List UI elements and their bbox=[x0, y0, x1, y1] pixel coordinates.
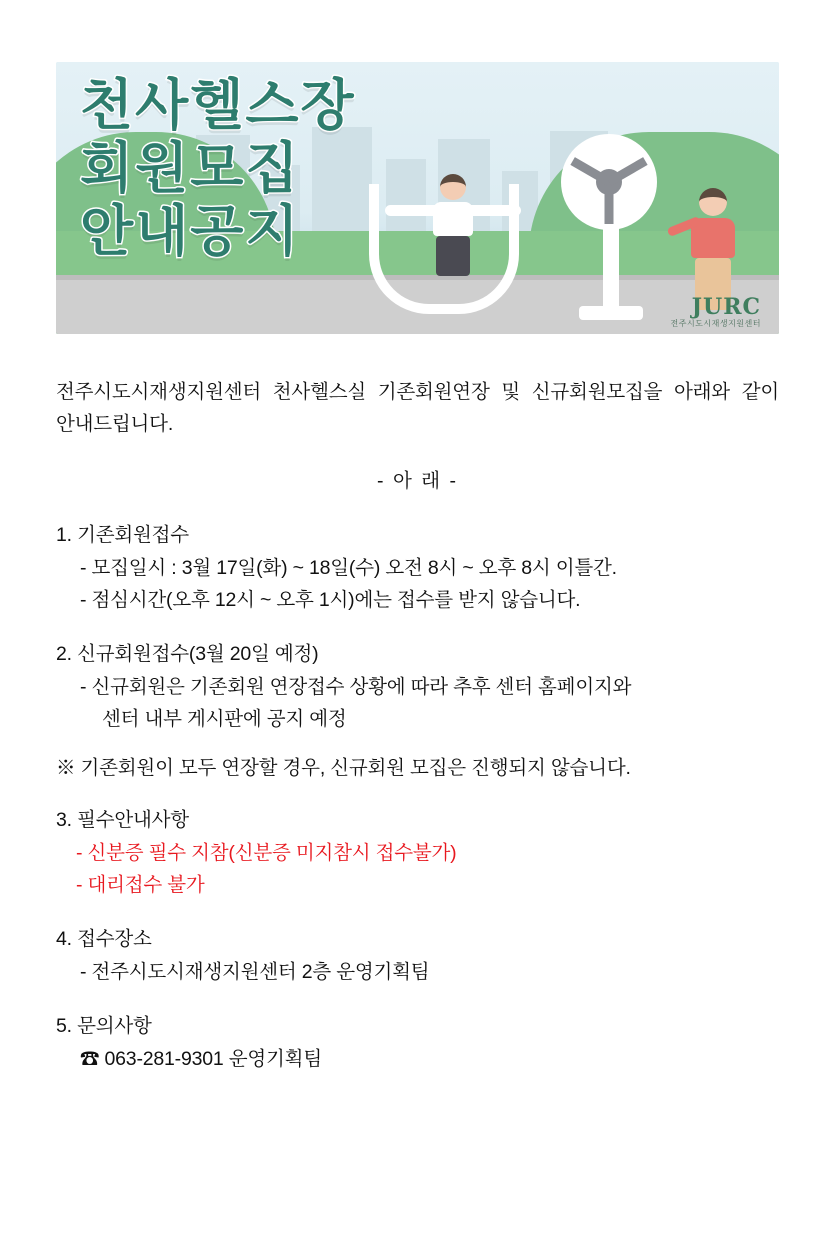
section-line: - 신규회원은 기존회원 연장접수 상황에 따라 추후 센터 홈페이지와 bbox=[80, 676, 632, 699]
intro-paragraph: 전주시도시재생지원센터 천사헬스실 기존회원연장 및 신규회원모집을 아래와 같이 안내드립니다. bbox=[56, 380, 779, 435]
section-new-members bbox=[56, 639, 779, 736]
section-line: - 전주시도시재생지원센터 2층 운영기획팀 bbox=[80, 961, 430, 984]
person-exercising-icon bbox=[429, 174, 477, 276]
section-line-highlight: - 대리접수 불가 bbox=[76, 874, 205, 896]
document-page bbox=[0, 62, 835, 1243]
logo-subtitle: 전주시도시재생지원센터 bbox=[670, 319, 761, 328]
section-existing-members bbox=[56, 520, 779, 617]
section-location bbox=[56, 924, 779, 989]
section-line: 센터 내부 게시판에 공지 예정 bbox=[102, 707, 347, 730]
section-required-notice bbox=[56, 805, 779, 902]
below-label: - 아 래 - bbox=[377, 470, 458, 493]
section-line: - 모집일시 : 3월 17일(화) ~ 18일(수) 오전 8시 ~ 오후 8시 이틀간. bbox=[80, 557, 617, 580]
banner-title bbox=[80, 73, 356, 267]
section-heading: 1. 기존회원접수 bbox=[56, 523, 189, 546]
section-heading: 4. 접수장소 bbox=[56, 927, 152, 950]
note-paragraph: ※ 기존회원이 모두 연장할 경우, 신규회원 모집은 진행되지 않습니다. bbox=[56, 757, 631, 780]
banner-title-line-1: 천사헬스장 bbox=[80, 73, 356, 137]
banner-title-line-3: 안내공지 bbox=[80, 199, 301, 263]
person-standing-icon bbox=[683, 188, 743, 310]
section-line-highlight: - 신분증 필수 지참(신분증 미지참시 접수불가) bbox=[76, 842, 457, 865]
banner-title-line-2: 회원모집 bbox=[80, 136, 301, 200]
section-line-phone: ☎ 063-281-9301 운영기획팀 bbox=[80, 1048, 322, 1071]
section-line: - 점심시간(오후 12시 ~ 오후 1시)에는 접수를 받지 않습니다. bbox=[80, 588, 581, 611]
section-heading: 5. 문의사항 bbox=[56, 1014, 152, 1037]
shoulder-wheel-icon bbox=[561, 134, 657, 230]
document-body bbox=[56, 334, 779, 1076]
banner-image bbox=[56, 62, 779, 334]
wheel-post bbox=[603, 219, 619, 314]
section-heading: 2. 신규회원접수(3월 20일 예정) bbox=[56, 642, 319, 665]
wheel-base bbox=[579, 306, 643, 320]
logo-text: JURC bbox=[691, 294, 761, 320]
section-contact bbox=[56, 1011, 779, 1076]
jurc-logo bbox=[670, 296, 761, 328]
section-heading: 3. 필수안내사항 bbox=[56, 808, 189, 831]
